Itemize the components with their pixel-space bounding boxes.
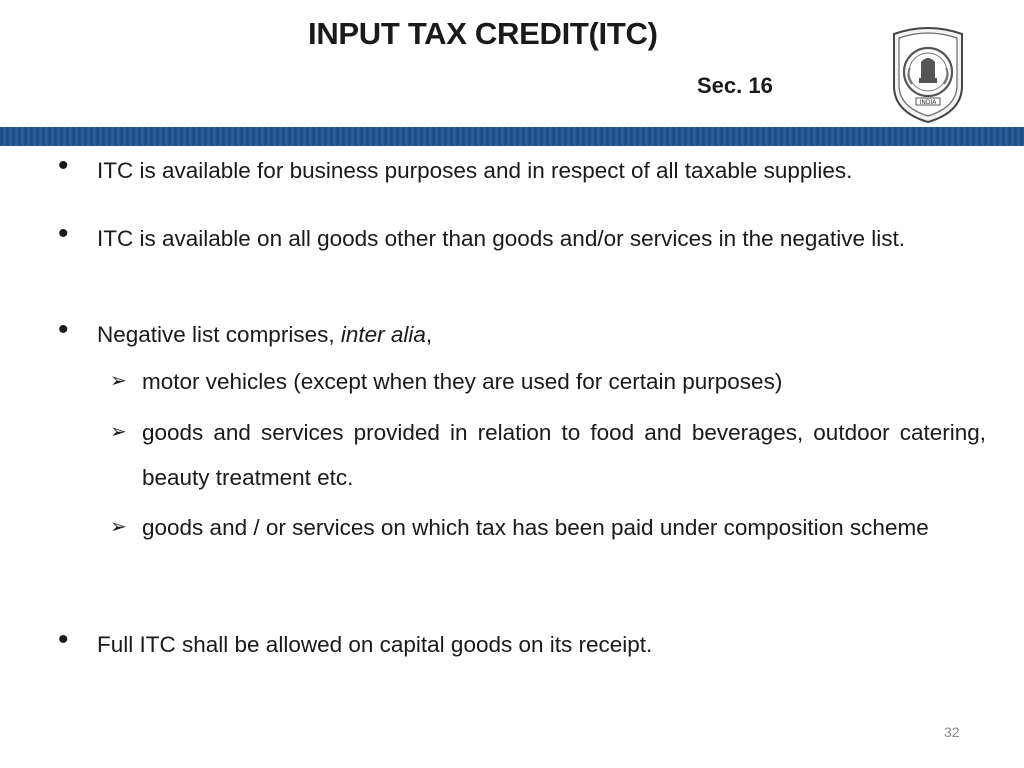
svg-text:INDIA: INDIA xyxy=(919,99,937,106)
bullet-suffix: , xyxy=(425,322,433,347)
sub-bullet-item: goods and / or services on which tax has been paid under composition scheme xyxy=(142,515,929,540)
bullet-item xyxy=(97,321,986,349)
header-band xyxy=(0,127,1024,146)
slide-subtitle: Sec. 16 xyxy=(697,73,773,98)
bullet-item: ITC is available for business purposes and in respect of all taxable supplies. xyxy=(97,158,853,183)
arrow-glyph: ➢ xyxy=(110,516,127,538)
bullet-glyph: • xyxy=(58,623,69,656)
bullet-italic: inter alia xyxy=(340,322,426,347)
arrow-glyph: ➢ xyxy=(110,370,127,392)
slide-title: INPUT TAX CREDIT(ITC) xyxy=(308,16,658,51)
bullet-glyph: • xyxy=(58,217,69,250)
emblem-icon xyxy=(886,24,970,124)
sub-bullet-item: goods and services provided in relation to food and beverages, outdoor catering, beauty treatment etc. xyxy=(142,420,986,490)
bullet-text: Negative list comprises, xyxy=(97,322,341,347)
page-number: 32 xyxy=(944,724,960,740)
bullet-item: Full ITC shall be allowed on capital goods on its receipt. xyxy=(97,632,653,657)
arrow-glyph: ➢ xyxy=(110,421,127,443)
bullet-item: ITC is available on all goods other than goods and/or services in the negative list. xyxy=(97,226,905,251)
sub-bullet-item: motor vehicles (except when they are used for certain purposes) xyxy=(142,369,783,394)
bullet-glyph: • xyxy=(58,149,69,182)
bullet-glyph: • xyxy=(58,313,69,346)
